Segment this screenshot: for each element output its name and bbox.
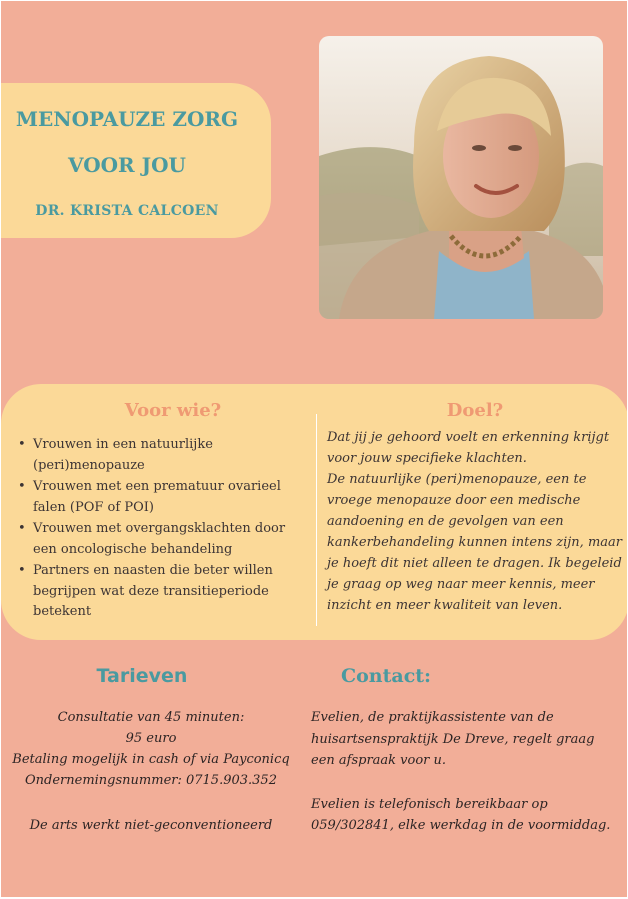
contact-heading: Contact: bbox=[341, 665, 432, 687]
doel-paragraph-2: De natuurlijke (peri)menopauze, een te vroege menopauze door een medische aandoening en de gevolgen van een kankerbehandeling kunnen intens zijn, maar je hoeft dit niet alleen te dragen. Ik begeleid je graag op weg naar meer kennis, meer inzicht en meer kwaliteit van leven. bbox=[327, 472, 622, 613]
contact-section bbox=[311, 707, 611, 837]
doel-paragraph-1: Dat jij je gehoord voelt en erkenning krijgt voor jouw specifieke klachten. bbox=[327, 430, 610, 466]
doel-text bbox=[327, 427, 623, 616]
list-item: • Vrouwen met overgangsklachten door een oncologische behandeling bbox=[33, 519, 309, 560]
voor-wie-column bbox=[15, 400, 309, 624]
title-panel bbox=[1, 83, 271, 238]
flyer-page bbox=[1, 1, 627, 897]
doel-heading: Doel? bbox=[446, 400, 504, 421]
list-item: • Vrouwen met een prematuur ovarieel falen (POF of POI) bbox=[33, 477, 309, 518]
tarieven-heading: Tarieven bbox=[96, 665, 188, 687]
voor-wie-heading: Voor wie? bbox=[124, 400, 222, 421]
title-line-1: MENOPAUZE ZORG bbox=[15, 107, 239, 131]
tarief-betaling: Betaling mogelijk in cash of via Payconicq bbox=[12, 752, 290, 767]
ondernemingsnummer: Ondernemingsnummer: 0715.903.352 bbox=[25, 773, 277, 788]
info-panel bbox=[1, 384, 627, 640]
doctor-name: DR. KRISTA CALCOEN bbox=[35, 203, 219, 219]
list-item: • Partners en naasten die beter willen begrijpen wat deze transitieperiode betekent bbox=[33, 561, 309, 623]
contact-paragraph-2: Evelien is telefonisch bereikbaar op 059/302841, elke werkdag in de voormiddag. bbox=[311, 796, 611, 833]
tarief-consultatie: Consultatie van 45 minuten: bbox=[57, 710, 245, 725]
list-item: • Vrouwen in een natuurlijke (peri)menopauze bbox=[33, 435, 309, 476]
contact-paragraph-1: Evelien, de praktijkassistente van de huisartsenspraktijk De Dreve, regelt graag een afspraak voor u. bbox=[311, 710, 595, 768]
portrait-photo bbox=[319, 36, 603, 319]
voor-wie-list bbox=[15, 435, 309, 623]
title-line-2: VOOR JOU bbox=[68, 153, 186, 177]
column-divider bbox=[316, 414, 317, 626]
doel-column bbox=[327, 400, 623, 616]
tarief-prijs: 95 euro bbox=[125, 731, 177, 746]
tarief-conventie: De arts werkt niet-geconventioneerd bbox=[29, 818, 273, 833]
tarieven-section bbox=[1, 707, 301, 836]
